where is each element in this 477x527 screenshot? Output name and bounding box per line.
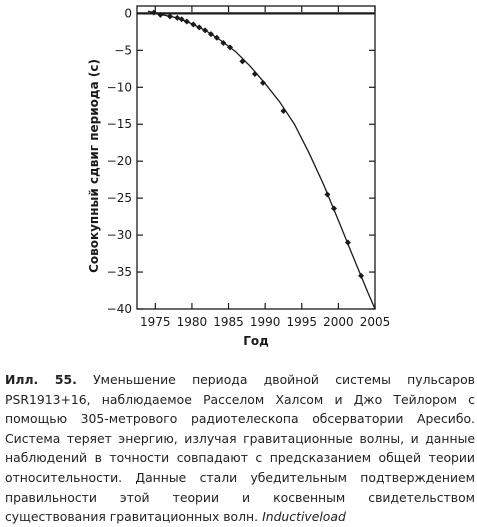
caption-credit: Inductiveload bbox=[262, 509, 346, 525]
caption-text: Уменьшение периода двойной системы пульсаров PSR1913+16, наблюдаемое Расселом Халсом и Джо Тейлором с помощью 305-метрового радиотелескопа обсерватории Аресибо. Система теряет энергию, излучая гравитационные волны, и данные наблюдений в точности совпадают с предсказанием общей теории относительности. Данные стали убедительным подтверждением правильности этой теории и косвенным свидетельством существования гравитационных волн. bbox=[5, 372, 475, 525]
y-tick-label: −20 bbox=[106, 154, 132, 169]
y-tick-label: −15 bbox=[106, 117, 132, 132]
data-point bbox=[358, 273, 364, 279]
plot-frame bbox=[137, 6, 375, 309]
y-axis-label: Совокупный сдвиг периода (с) bbox=[87, 59, 101, 273]
data-point bbox=[324, 191, 330, 197]
y-tick-label: −35 bbox=[106, 265, 132, 280]
x-tick-label: 1990 bbox=[249, 315, 281, 329]
y-tick-label: −25 bbox=[106, 191, 132, 206]
data-points bbox=[151, 10, 364, 279]
y-axis-ticks bbox=[107, 6, 375, 316]
data-point bbox=[280, 108, 286, 114]
x-tick-label: 2000 bbox=[323, 315, 354, 329]
x-axis-label: Год bbox=[243, 334, 269, 348]
x-tick-label: 1980 bbox=[176, 315, 208, 329]
data-point bbox=[190, 21, 196, 27]
y-tick-label: −30 bbox=[106, 228, 132, 243]
data-point bbox=[196, 24, 202, 30]
data-point bbox=[331, 205, 337, 211]
x-tick-label: 2005 bbox=[359, 315, 391, 329]
caption-label: Илл. 55. bbox=[5, 372, 77, 387]
data-point bbox=[260, 80, 266, 86]
x-tick-label: 1995 bbox=[286, 315, 318, 329]
data-point bbox=[252, 71, 258, 77]
y-tick-label: −40 bbox=[106, 302, 132, 316]
y-tick-label: −5 bbox=[114, 43, 132, 58]
data-point bbox=[239, 58, 245, 64]
data-point bbox=[184, 19, 190, 25]
x-axis-ticks bbox=[140, 6, 390, 329]
y-tick-label: −10 bbox=[106, 80, 132, 95]
figure-caption bbox=[5, 370, 475, 527]
data-point bbox=[202, 27, 208, 33]
x-tick-label: 1985 bbox=[213, 315, 244, 329]
x-tick-label: 1975 bbox=[140, 315, 171, 329]
y-tick-label: 0 bbox=[124, 6, 132, 21]
data-point bbox=[151, 10, 157, 16]
fit-curve bbox=[148, 11, 375, 309]
